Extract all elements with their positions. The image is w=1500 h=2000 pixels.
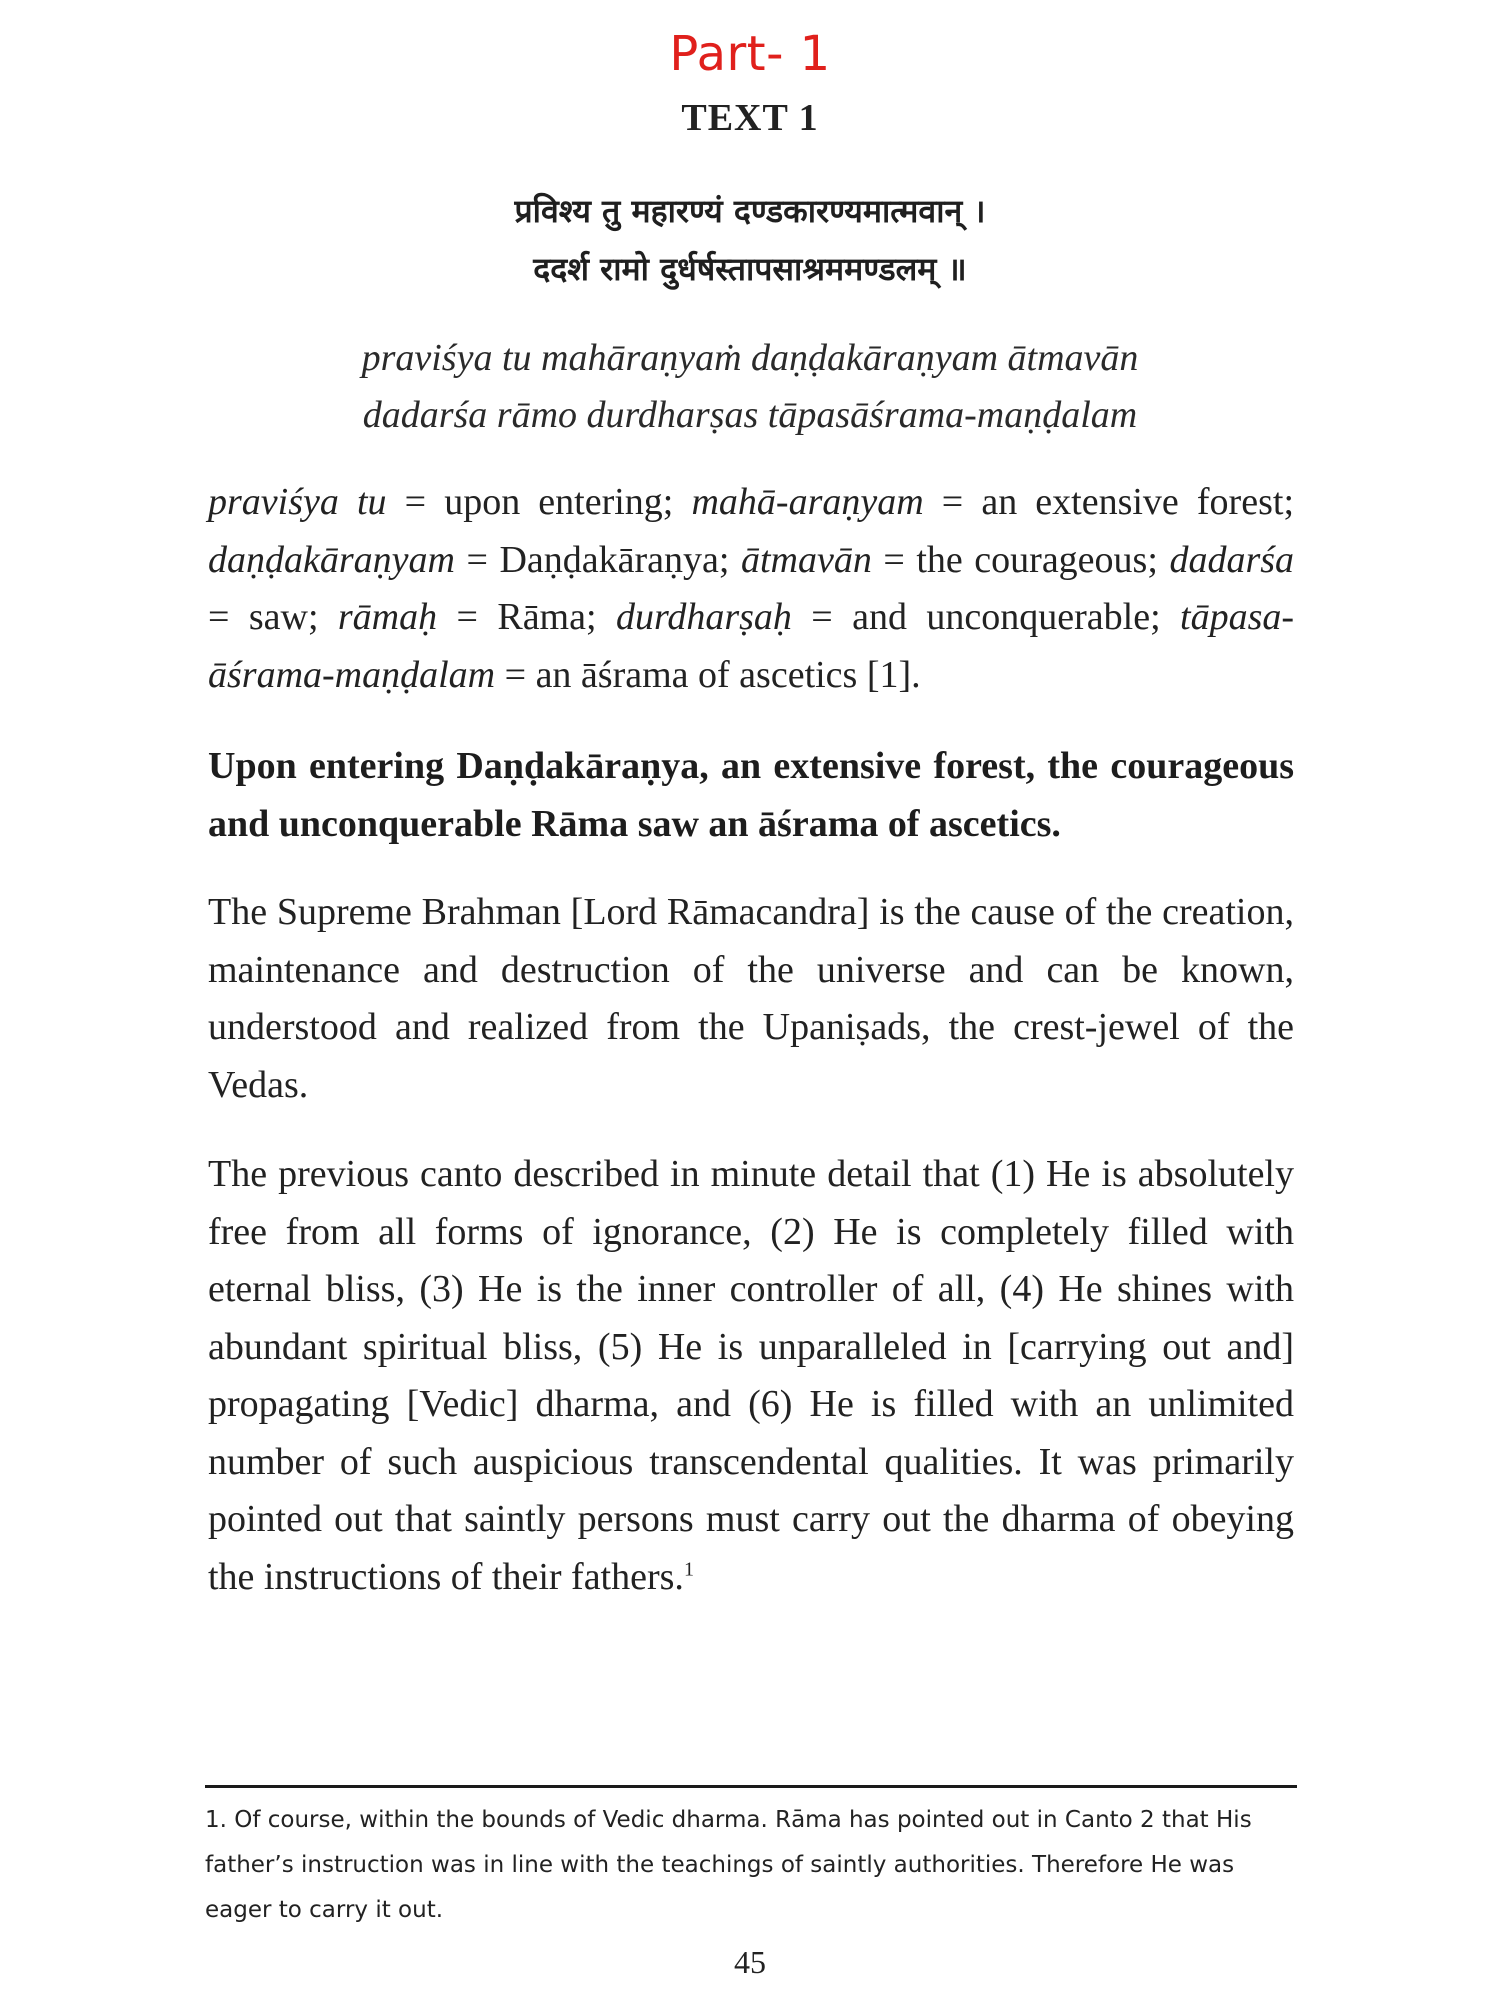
synonym-term: praviśya tu (208, 481, 387, 523)
text-heading: TEXT 1 (681, 97, 819, 139)
sanskrit-verse (0, 182, 1500, 298)
transliteration-line-2: dadarśa rāmo durdharṣas tāpasāśrama-maṇḍalam (362, 394, 1138, 436)
footnote: 1. Of course, within the bounds of Vedic dharma. Rāma has pointed out in Canto 2 that His father’s instruction was in line with the teachings of saintly authorities. Therefore He was eager to carry it out. (205, 1807, 1252, 1923)
synonym-term: ātmavān (740, 538, 872, 581)
synonym-meaning: upon entering (444, 481, 663, 523)
synonym-term: tāpasa-āśrama-maṇḍalam (208, 596, 1295, 696)
synonym-meaning: an extensive forest (981, 481, 1284, 523)
synonym-term: daṇḍakāraṇyam (208, 538, 455, 581)
purport-paragraph-2-text: The previous canto described in minute detail that (1) He is absolutely free from all forms of ignorance, (2) He is completely filled with eternal bliss, (3) He is the inner controller of all, (4) He shines with abundant spiritual bliss, (5) He is unparalleled in [carrying out and] propagating [Vedic] dharma, and (6) He is filled with an unlimited number of such auspicious transcendental qualities. It was primarily pointed out that saintly persons must carry out the dharma of obeying the instructions of their fathers. (208, 1153, 1294, 1598)
part-title: Part- 1 (669, 26, 831, 82)
sanskrit-line-1: प्रविश्य तु महारण्यं दण्डकारण्यमात्मवान् । (514, 192, 986, 230)
synonym-term: durdharṣaḥ (615, 596, 792, 638)
translation: Upon entering Daṇḍakāraṇya, an extensive forest, the courageous and unconquerable Rāma saw an āśrama of ascetics. (208, 745, 1294, 845)
footnote-reference[interactable]: 1 (683, 1557, 694, 1580)
synonym-term: rāmaḥ (337, 596, 438, 638)
transliteration (0, 330, 1500, 444)
synonym-meaning: Daṇḍakāraṇya (499, 538, 719, 581)
purport-paragraph-2 (208, 1146, 1294, 1606)
synonym-meaning: Rāma (497, 596, 586, 638)
synonym-term: dadarśa (1169, 538, 1295, 581)
synonym-meaning: the courageous (916, 538, 1148, 581)
synonym-meaning: saw (248, 596, 308, 638)
page-number: 45 (734, 1944, 766, 1980)
synonym-term: mahā-araṇyam (691, 481, 924, 523)
synonyms-paragraph: praviśya tu = upon entering; mahā-araṇyam = an extensive forest; daṇḍakāraṇyam = Daṇḍakāraṇya; ātmavān = the courageous; dadarśa = saw; rāmaḥ = Rāma; durdharṣaḥ = and unconquerable; tāpasa-āśrama-maṇḍalam = an āśrama of ascetics [1]. (208, 481, 1295, 696)
synonym-meaning: and unconquerable (852, 596, 1151, 638)
synonym-meaning: an āśrama of ascetics [1] (535, 653, 912, 696)
sanskrit-line-2: ददर्श रामो दुर्धर्षस्तापसाश्रममण्डलम् ॥ (533, 250, 967, 288)
footnote-divider (205, 1785, 1297, 1788)
purport-paragraph-1: The Supreme Brahman [Lord Rāmacandra] is the cause of the creation, maintenance and destruction of the universe and can be known, understood and realized from the Upaniṣads, the crest-jewel of the Vedas. (208, 891, 1294, 1106)
transliteration-line-1: praviśya tu mahāraṇyaṁ daṇḍakāraṇyam ātmavān (361, 337, 1139, 379)
